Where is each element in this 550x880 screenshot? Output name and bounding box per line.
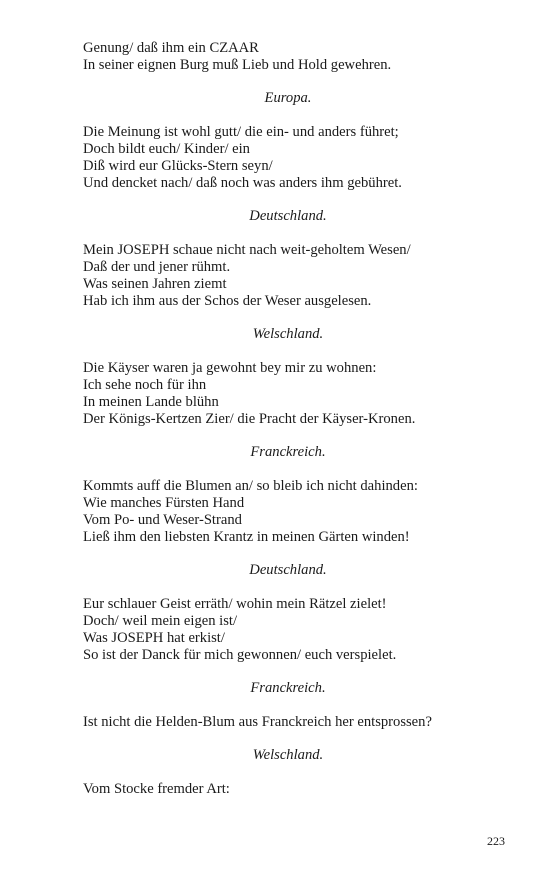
speaker-heading: Franckreich. [250,680,326,696]
verse-line: Daß der und jener rühmt. [83,259,231,275]
stanza [83,124,493,192]
stanza [83,781,493,798]
speaker-heading: Deutschland. [249,208,327,224]
verse-line: Was seinen Jahren ziemt [83,276,227,292]
stanza [83,242,493,310]
verse-line: Genung/ daß ihm ein CZAAR [83,40,259,56]
speaker-heading: Europa. [264,90,312,106]
verse-line: Die Meinung ist wohl gutt/ die ein- und anders führet; [83,124,399,140]
verse-line: Hab ich ihm aus der Schos der Weser ausgelesen. [83,293,372,309]
verse-line: Wie manches Fürsten Hand [83,495,245,511]
verse-line: Kommts auff die Blumen an/ so bleib ich nicht dahinden: [83,478,418,494]
speaker-heading: Franckreich. [250,444,326,460]
verse-line: Ließ ihm den liebsten Krantz in meinen Gärten winden! [83,529,410,545]
stanza [83,360,493,428]
verse-line: Mein JOSEPH schaue nicht nach weit-geholtem Wesen/ [83,242,411,258]
poem-text [83,40,493,798]
stanza [83,40,493,74]
verse-line: Ist nicht die Helden-Blum aus Franckreich her entsprossen? [83,714,432,730]
stanza [83,714,493,731]
verse-line: Und dencket nach/ daß noch was anders ihm gebühret. [83,175,402,191]
verse-line: Ich sehe noch für ihn [83,377,207,393]
speaker-heading: Welschland. [252,747,324,763]
verse-line: In meinen Lande blühn [83,394,219,410]
verse-line: Die Käyser waren ja gewohnt bey mir zu wohnen: [83,360,377,376]
verse-line: Eur schlauer Geist erräth/ wohin mein Rätzel zielet! [83,596,387,612]
speaker-heading: Welschland. [252,326,324,342]
verse-line: Doch/ weil mein eigen ist/ [83,613,238,629]
verse-line: Was JOSEPH hat erkist/ [83,630,225,646]
verse-line: In seiner eignen Burg muß Lieb und Hold gewehren. [83,57,392,73]
speaker-heading: Deutschland. [249,562,327,578]
verse-line: Vom Stocke fremder Art: [83,781,230,797]
stanza [83,596,493,664]
verse-line: Doch bildt euch/ Kinder/ ein [83,141,250,157]
verse-line: Vom Po- und Weser-Strand [83,512,242,528]
page-number: 223 [487,834,505,848]
verse-line: Diß wird eur Glücks-Stern seyn/ [83,158,273,174]
verse-line: So ist der Danck für mich gewonnen/ euch verspielet. [83,647,397,663]
verse-line: Der Königs-Kertzen Zier/ die Pracht der Käyser-Kronen. [83,411,416,427]
stanza [83,478,493,546]
